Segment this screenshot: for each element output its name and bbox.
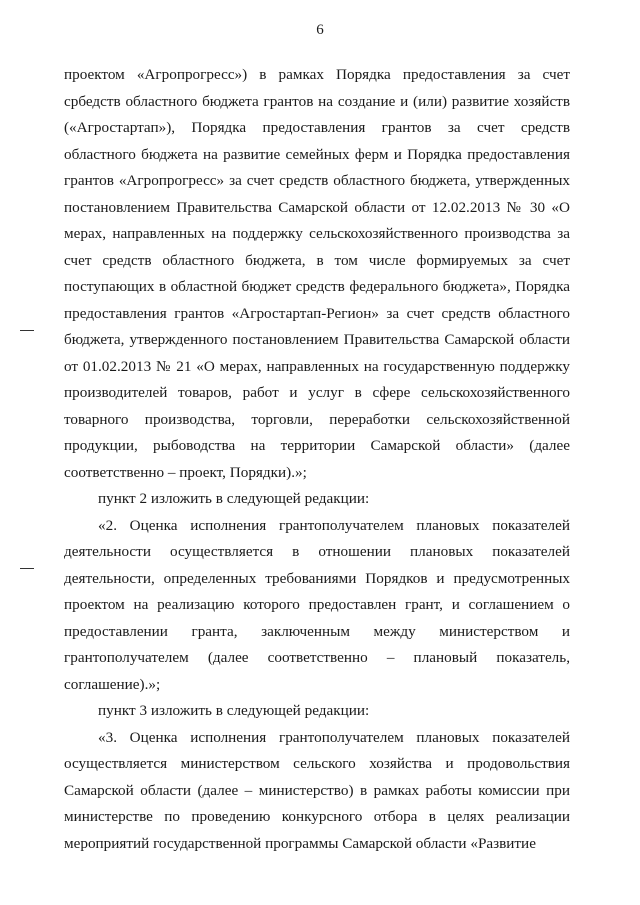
margin-mark	[20, 330, 34, 331]
paragraph-item-2-intro: пункт 2 изложить в следующей редакции:	[98, 490, 370, 507]
paragraph-item-3-intro: пункт 3 изложить в следующей редакции:	[98, 702, 370, 719]
page-number: 6	[316, 22, 324, 38]
paragraph-continuation: проектом «Агропрогресс») в рамках Порядка предоставления за счет србедств областного бюджета грантов на создание и (или) развитие хозяйств («Агростартап»), Порядка предоставления грантов за счет средств областного бюджета на развитие семейных ферм и Порядка предоставления грантов «Агропрогресс» за счет средств областного бюджета, утвержденных постановлением Правительства Самарской области от 12.02.2013 № 30 «О мерах, направленных на поддержку сельскохозяйственного производства за счет средств областного бюджета, в том числе формируемых за счет поступающих в областной бюджет средств федерального бюджета», Порядка предоставления грантов «Агростартап-Регион» за счет средств областного бюджета, утвержденного постановлением Правительства Самарской области от 01.02.2013 № 21 «О мерах, направленных на государственную поддержку производителей товаров, работ и услуг в сфере сельскохозяйственного товарного производства, торговли, переработки сельскохозяйственной продукции, рыбоводства на территории Самарской области» (далее соответственно – проект, Порядки).»;	[64, 66, 570, 481]
paragraph-item-3: «3. Оценка исполнения грантополучателем плановых показателей осуществляется министерством сельского хозяйства и продовольствия Самарской области (далее – министерство) в рамках работы комиссии при министерстве по проведению конкурсного отбора в целях реализации мероприятий государственной программы Самарской области «Развитие	[64, 728, 570, 852]
document-body	[64, 62, 570, 857]
paragraph-item-2: «2. Оценка исполнения грантополучателем плановых показателей деятельности осуществляется в отношении плановых показателей деятельности, определенных требованиями Порядков и предусмотренных проектом на реализацию которого предоставлен грант, и соглашением о предоставлении гранта, заключенным между министерством и грантополучателем (далее соответственно – плановый показатель, соглашение).»;	[64, 516, 570, 693]
margin-mark	[20, 568, 34, 569]
